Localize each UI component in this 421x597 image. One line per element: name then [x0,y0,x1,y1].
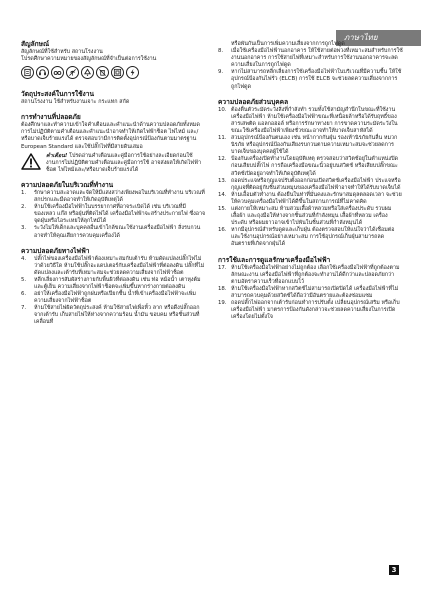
right-column [218,41,403,321]
read-manual-icon [21,66,34,79]
class-ii-icon [111,66,124,79]
electric-safety-list-cont [218,41,403,91]
list-item: 8. เมื่อใช้เครื่องมือไฟฟ้านอกอาคาร ให้ใช้สายต่อพ่วงที่เหมาะสมสำหรับการใช้งานนอกอาคาร การใช้สายไฟที่เหมาะสำหรับการใช้งานนอกอาคารจะลดความเสี่ยงในการถูกไฟดูด [218,48,403,69]
lightning-icon [126,66,139,79]
language-tab: ภาษาไทย [336,30,421,46]
list-item: 4. ปลั๊กไฟของเครื่องมือไฟฟ้าต้องเหมาะสมกับเต้ารับ ห้ามดัดแปลงปลั๊กไฟไม่ว่าด้วยวิธีใด ห้ามใช้ปลั๊กอะแดปเตอร์กับเครื่องมือไฟฟ้าที่ต่อลงดิน ปลั๊กที่ไม่ดัดแปลงและเต้ารับที่เหมาะสมจะช่วยลดความเสี่ยงจากไฟฟ้าช็อต [21,255,205,276]
purpose-heading: วัตถุประสงค์ในการใช้งาน [21,90,94,99]
tool-use-list [218,265,403,322]
electric-safety-heading: ความปลอดภัยทางไฟฟ้า [21,246,90,255]
list-item: 11. สวมอุปกรณ์ป้องกันตนเอง เช่น หน้ากากกันฝุ่น รองเท้านิรภัยกันลื่น หมวกนิรภัย หรืออุปกรณ์ป้องกันเสียงรบกวนตามความเหมาะสมจะช่วยลดการบาดเจ็บของบุคคลผู้ใช้ได้ [218,135,398,156]
safety-symbols-row [21,66,206,79]
purpose-text: สถานโรงงาน ใช้สำหรับงานเจาะ กระแทก สกัด [21,99,130,106]
list-item: 19. ถอดปลั๊กไฟออกจากเต้ารับก่อนทำการปรับตั้ง เปลี่ยนอุปกรณ์เสริม หรือเก็บเครื่องมือไฟฟ้า มาตรการป้องกันดังกล่าวจะช่วยลดความเสี่ยงในการเปิดเครื่องโดยไม่ตั้งใจ [218,300,400,321]
list-item: 18. ห้ามใช้เครื่องมือไฟฟ้าหากสวิตช์ไม่สามารถเปิดปิดได้ เครื่องมือไฟฟ้าที่ไม่สามารถควบคุมด้วยสวิตช์ได้ถือว่ามีอันตรายและต้องซ่อมแซม [218,285,399,299]
symbols-description: โปรดศึกษาความหมายของสัญลักษณ์ที่จำเป็นต่อการใช้งาน [21,56,157,63]
safety-heading: การทำงานที่ปลอดภัย [21,113,81,122]
safety-text: ต้องศึกษาและทำความเข้าใจคำเตือนและคำแนะนำด้านความปลอดภัยทั้งหมด การไม่ปฏิบัติตามคำเตือนและคำแนะนำอาจทำให้เกิดไฟฟ้าช็อต ไฟไหม้ และ/หรือบาดเจ็บร้ายแรงได้ ตรวจสอบว่ามีการติดตั้งอุปกรณ์ป้องกันตามมาตรฐาน European Standard และใช้ปลั๊กไฟที่มีสายดินเสมอ [21,122,200,150]
list-item: 12. ป้องกันเครื่องเปิดทำงานโดยอุบัติเหตุ ตรวจสอบว่าสวิตช์อยู่ในตำแหน่งปิดก่อนเสียบปลั๊กไฟ การถือเครื่องมือขณะนิ้วอยู่บนสวิตช์ หรือเสียบปลั๊กขณะสวิตช์เปิดอยู่อาจทำให้เกิดอุบัติเหตุได้ [218,156,399,177]
warning-icon [21,153,41,170]
list-item: 1. รักษาความสะอาดและจัดให้มีแสงสว่างเพียงพอในบริเวณที่ทำงาน บริเวณที่สกปรกและมืดอาจทำให้เกิดอุบัติเหตุได้ [21,189,205,204]
warning-title: คำเตือน! [46,152,68,159]
list-item: 9. หากไม่สามารถหลีกเลี่ยงการใช้เครื่องมือไฟฟ้าในบริเวณที่มีความชื้น ให้ใช้อุปกรณ์ป้องกันไฟรั่ว (ELCB) การใช้ ELCB จะช่วยลดความเสี่ยงจากการถูกไฟดูด [218,69,402,90]
symbols-subtitle: สัญลักษณ์ที่ใช้สำหรับ สถานโรงงาน [21,49,103,55]
left-column [21,40,206,327]
list-item: 3. ระวังไม่ให้เด็กและบุคคลอื่นเข้าใกล้ขณะใช้งานเครื่องมือไฟฟ้า สิ่งรบกวนอาจทำให้คุณเสียการควบคุมเครื่องได้ [21,225,201,239]
warning-block [21,153,206,174]
page-number: 3 [389,565,399,575]
list-item: 17. ห้ามใช้เครื่องมือไฟฟ้าอย่างไม่ถูกต้อง เลือกใช้เครื่องมือไฟฟ้าที่ถูกต้องตามลักษณะงาน เครื่องมือไฟฟ้าที่ถูกต้องจะทำงานได้ดีกว่าและปลอดภัยกว่าตามอัตราความเร็วที่ออกแบบไว้ [218,264,400,285]
list-item: 14. ห้ามเอื้อมตัวทำงาน ต้องยืนในท่าที่มั่นคงและรักษาสมดุลตลอดเวลา จะช่วยให้ควบคุมเครื่องมือไฟฟ้าได้ดีขึ้นในสถานการณ์ที่ไม่คาดคิด [218,191,402,205]
eye-protection-icon [51,66,64,79]
electric-safety-list [21,256,206,327]
list-item: 13. ถอดประแจหรือกุญแจปรับตั้งออกก่อนเปิดสวิตช์เครื่องมือไฟฟ้า ประแจหรือกุญแจที่ติดอยู่กับชิ้นส่วนหมุนของเครื่องมือไฟฟ้าอาจทำให้ได้รับบาดเจ็บได้ [218,177,401,191]
work-area-list [21,190,206,240]
recycle-icon [81,66,94,79]
no-trash-icon [96,66,109,79]
list-item: 15. แต่งกายให้เหมาะสม ห้ามสวมเสื้อผ้าหลวมหรือใส่เครื่องประดับ รวบผม เสื้อผ้า และถุงมือให้ห่างจากชิ้นส่วนที่กำลังหมุน เสื้อผ้าที่หลวม เครื่องประดับ หรือผมยาวอาจเข้าไปพันในชิ้นส่วนที่กำลังหมุนได้ [218,205,392,227]
work-area-heading: ความปลอดภัยในบริเวณที่ทำงาน [21,180,114,189]
symbols-heading: สัญลักษณ์ [21,40,50,48]
personal-safety-heading: ความปลอดภัยส่วนบุคคล [218,97,289,106]
ear-protection-icon [36,66,49,79]
list-item: 2. ห้ามใช้เครื่องมือไฟฟ้าในบรรยากาศที่อาจระเบิดได้ เช่น บริเวณที่มีของเหลว แก๊ส หรือฝุ่นที่ติดไฟได้ เครื่องมือไฟฟ้าจะสร้างประกายไฟ ซึ่งอาจจุดฝุ่นหรือไอระเหยให้ลุกไหม้ได้ [21,204,206,225]
list-item: หรือพันกันเป็นการเพิ่มความเสี่ยงจากการถูกไฟดูด [231,41,345,47]
list-item: 7. ห้ามใช้สายไฟผิดวัตถุประสงค์ ห้ามใช้สายไฟเพื่อหิ้ว ลาก หรือดึงปลั๊กออกจากเต้ารับ เก็บสายไฟให้ห่างจากความร้อน น้ำมัน ขอบคม หรือชิ้นส่วนที่เคลื่อนที่ [21,305,200,326]
personal-safety-list [218,107,403,249]
warning-text: โปรดอ่านคำเตือนและคู่มือการใช้อย่างละเอียดก่อนใช้งานการไม่ปฏิบัติตามคำเตือนและคู่มือการใช้ อาจส่งผลให้เกิดไฟฟ้าช็อต ไฟไหม้และ/หรือบาดเจ็บร้ายแรงได้ [46,152,201,173]
tool-use-heading: การใช้และการดูแลรักษาเครื่องมือไฟฟ้า [218,255,331,264]
list-item: 6. อย่าให้เครื่องมือไฟฟ้าถูกฝนหรือเปียกชื้น น้ำที่เข้าเครื่องมือไฟฟ้าจะเพิ่มความเสี่ยงจากไฟฟ้าช็อต [21,291,196,305]
list-item: 10. ต้องตื่นตัวระมัดระวังสิ่งที่กำลังทำ รวมทั้งใช้สามัญสำนึกในขณะที่ใช้งานเครื่องมือไฟฟ้า ห้ามใช้เครื่องมือไฟฟ้าขณะที่เหนื่อยล้าหรือได้รับฤทธิ์ของสารเสพติด แอลกอฮอล์ หรือการรักษาทางยา การขาดความระมัดระวังในขณะใช้เครื่องมือไฟฟ้าเพียงชั่วขณะอาจทำให้บาดเจ็บสาหัสได้ [218,106,398,134]
list-item: 5. หลีกเลี่ยงการสัมผัสร่างกายกับพื้นผิวที่ต่อลงดิน เช่น ท่อ หม้อน้ำ เตาหุงต้ม และตู้เย็น ความเสี่ยงจากไฟฟ้าช็อตจะเพิ่มขึ้นหากร่างกายต่อลงดิน [21,276,201,290]
list-item: 16. หากมีอุปกรณ์สำหรับดูดและเก็บฝุ่น ต้องตรวจสอบให้แน่ใจว่าได้เชื่อมต่อและใช้งานอุปกรณ์อย่างเหมาะสม การใช้อุปกรณ์เก็บฝุ่นสามารถลดอันตรายที่เกิดจากฝุ่นได้ [218,227,395,248]
no-rain-icon [66,66,79,79]
